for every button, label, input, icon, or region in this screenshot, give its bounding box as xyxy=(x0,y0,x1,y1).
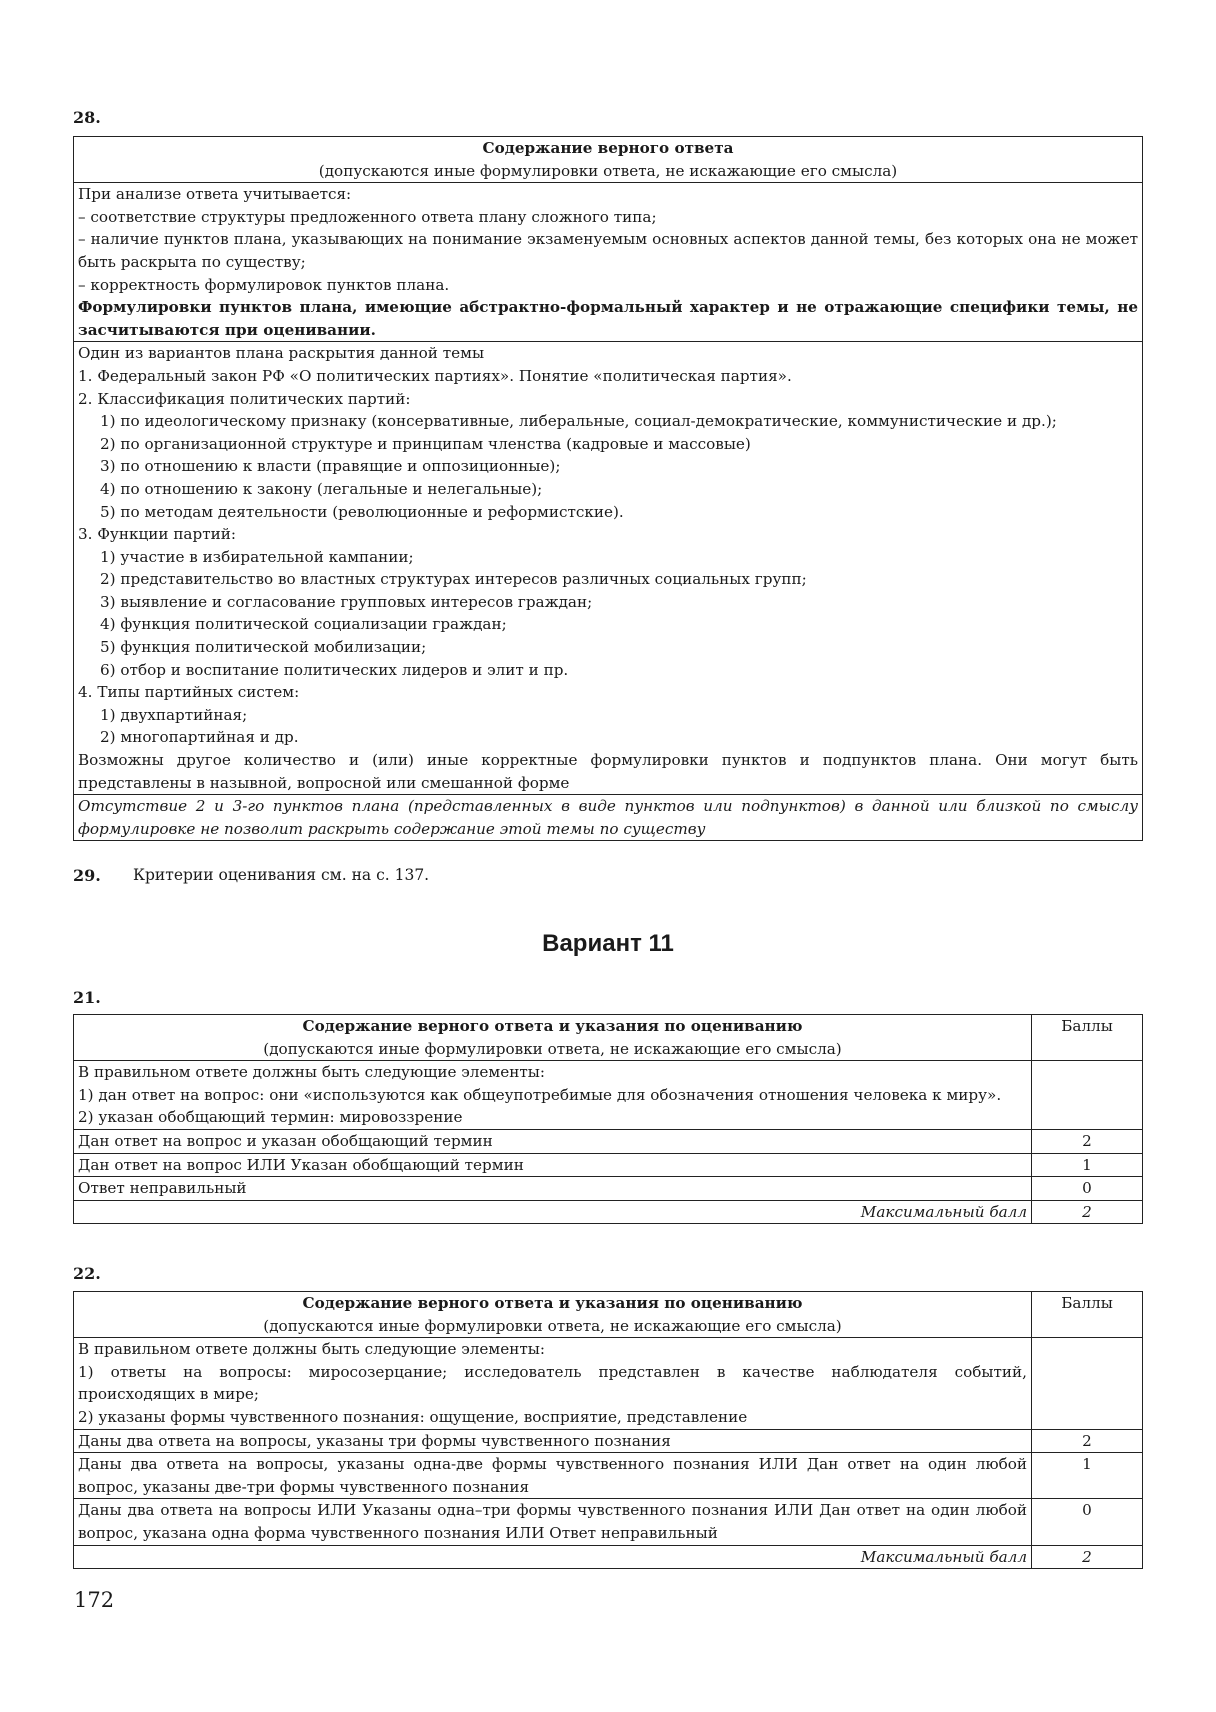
q21-score-row xyxy=(74,1153,1143,1177)
plan-subpoint: 5) функция политической мобилизации; xyxy=(100,638,427,657)
criteria-bold-note: Формулировки пунктов плана, имеющие абстрактно-формальный характер и не отражающие специфики темы, не засчитываются при оценивании. xyxy=(78,298,1138,339)
page-number: 172 xyxy=(74,1588,115,1612)
plan-intro: Один из вариантов плана раскрытия данной темы xyxy=(78,344,485,363)
answer-item: 2) указан обобщающий термин: мировоззрение xyxy=(78,1108,463,1127)
q28-table xyxy=(73,136,1143,841)
score-points: 1 xyxy=(1032,1153,1143,1177)
q28-note-row xyxy=(74,795,1143,841)
q21-score-row xyxy=(74,1129,1143,1153)
q22-max-row xyxy=(74,1545,1143,1569)
q21-score-row xyxy=(74,1177,1143,1201)
q28-criteria-row xyxy=(74,183,1143,342)
max-score-label: Максимальный балл xyxy=(74,1545,1032,1569)
criteria-intro: При анализе ответа учитывается: xyxy=(78,185,352,204)
plan-point-3: 3. Функции партий: xyxy=(78,525,236,544)
q22-answer-row xyxy=(74,1338,1143,1429)
q29-text: Критерии оценивания см. на с. 137. xyxy=(133,866,430,884)
variant-title: Вариант 11 xyxy=(542,930,674,957)
criteria-item: – корректность формулировок пунктов плана. xyxy=(78,275,450,294)
q22-score-row xyxy=(74,1499,1143,1545)
q28-italic-note: Отсутствие 2 и 3-го пунктов плана (представленных в виде пунктов или подпунктов) в данной или близкой по смыслу формулировке не позволит раскрыть содержание этой темы по существу xyxy=(74,795,1143,841)
plan-subpoint: 4) по отношению к закону (легальные и нелегальные); xyxy=(100,479,543,498)
q22-score-row xyxy=(74,1453,1143,1499)
plan-subpoint: 2) многопартийная и др. xyxy=(100,728,299,747)
score-points: 2 xyxy=(1032,1429,1143,1453)
q22-answer-points xyxy=(1032,1338,1143,1429)
q22-points-header: Баллы xyxy=(1032,1292,1143,1338)
max-score-points: 2 xyxy=(1032,1200,1143,1224)
plan-subpoint: 1) участие в избирательной кампании; xyxy=(100,547,414,566)
criteria-item: – соответствие структуры предложенного ответа плану сложного типа; xyxy=(78,207,657,226)
plan-point-1: 1. Федеральный закон РФ «О политических партиях». Понятие «политическая партия». xyxy=(78,366,792,385)
plan-subpoint: 2) представительство во властных структурах интересов различных социальных групп; xyxy=(100,570,807,589)
plan-subpoint: 2) по организационной структуре и принципам членства (кадровые и массовые) xyxy=(100,434,751,453)
plan-point-2: 2. Классификация политических партий: xyxy=(78,389,411,408)
score-criterion: Даны два ответа на вопросы ИЛИ Указаны одна–три формы чувственного познания ИЛИ Дан ответ на один любой вопрос, указана одна форма чувственного познания ИЛИ Ответ неправильный xyxy=(74,1499,1032,1545)
score-criterion: Даны два ответа на вопросы, указаны одна-две формы чувственного познания ИЛИ Дан ответ на один любой вопрос, указаны две-три формы чувственного познания xyxy=(74,1453,1032,1499)
score-criterion: Даны два ответа на вопросы, указаны три формы чувственного познания xyxy=(74,1429,1032,1453)
plan-subpoint: 4) функция политической социализации граждан; xyxy=(100,615,507,634)
plan-subpoint: 5) по методам деятельности (революционные и реформистские). xyxy=(100,502,624,521)
question-number-21: 21. xyxy=(73,988,101,1007)
q21-table xyxy=(73,1014,1143,1224)
q28-header-row xyxy=(74,137,1143,183)
q22-header-title: Содержание верного ответа и указания по оцениванию xyxy=(302,1294,803,1312)
plan-point-4: 4. Типы партийных систем: xyxy=(78,683,300,702)
score-points: 2 xyxy=(1032,1129,1143,1153)
q22-score-row xyxy=(74,1429,1143,1453)
score-criterion: Дан ответ на вопрос и указан обобщающий термин xyxy=(74,1129,1032,1153)
plan-subpoint: 6) отбор и воспитание политических лидеров и элит и пр. xyxy=(100,660,569,679)
answer-item: 1) дан ответ на вопрос: они «используются как общеупотребимые для обозначения отношения человека к миру». xyxy=(78,1085,1002,1104)
q28-header-subtitle: (допускаются иные формулировки ответа, не искажающие его смысла) xyxy=(318,161,898,180)
q21-header-row xyxy=(74,1015,1143,1061)
q21-answer-points xyxy=(1032,1061,1143,1130)
q28-header xyxy=(74,137,1143,183)
score-points: 0 xyxy=(1032,1499,1143,1545)
plan-subpoint: 3) выявление и согласование групповых интересов граждан; xyxy=(100,592,593,611)
q28-criteria xyxy=(74,183,1143,342)
plan-subpoint: 1) двухпартийная; xyxy=(100,705,248,724)
score-criterion: Дан ответ на вопрос ИЛИ Указан обобщающий термин xyxy=(74,1153,1032,1177)
q22-header xyxy=(74,1292,1032,1338)
q22-table xyxy=(73,1291,1143,1569)
plan-subpoint: 3) по отношению к власти (правящие и оппозиционные); xyxy=(100,457,561,476)
question-number-22: 22. xyxy=(73,1264,101,1283)
max-score-points: 2 xyxy=(1032,1545,1143,1569)
answer-item: 2) указаны формы чувственного познания: ощущение, восприятие, представление xyxy=(78,1407,748,1426)
q21-points-header: Баллы xyxy=(1032,1015,1143,1061)
q22-answer xyxy=(74,1338,1032,1429)
question-number-29: 29. xyxy=(73,866,101,885)
answer-intro: В правильном ответе должны быть следующие элементы: xyxy=(78,1340,545,1359)
score-points: 0 xyxy=(1032,1177,1143,1201)
q21-header xyxy=(74,1015,1032,1061)
q28-plan xyxy=(74,342,1143,795)
q21-header-title: Содержание верного ответа и указания по оцениванию xyxy=(302,1017,803,1035)
score-criterion: Ответ неправильный xyxy=(74,1177,1032,1201)
criteria-item: – наличие пунктов плана, указывающих на понимание экзаменуемым основных аспектов данной темы, без которых она не может быть раскрыта по существу; xyxy=(78,230,1138,271)
plan-closing: Возможны другое количество и (или) иные корректные формулировки пунктов и подпунктов плана. Они могут быть представлены в назывной, вопросной или смешанной форме xyxy=(78,751,1138,792)
answer-intro: В правильном ответе должны быть следующие элементы: xyxy=(78,1063,545,1082)
q22-header-subtitle: (допускаются иные формулировки ответа, не искажающие его смысла) xyxy=(263,1316,842,1335)
q21-answer xyxy=(74,1061,1032,1130)
q21-max-row xyxy=(74,1200,1143,1224)
q22-header-row xyxy=(74,1292,1143,1338)
q21-header-subtitle: (допускаются иные формулировки ответа, не искажающие его смысла) xyxy=(263,1039,842,1058)
score-points: 1 xyxy=(1032,1453,1143,1499)
question-number-28: 28. xyxy=(73,108,101,127)
answer-item: 1) ответы на вопросы: миросозерцание; исследователь представлен в качестве наблюдателя событий, происходящих в мире; xyxy=(78,1362,1027,1404)
q21-answer-row xyxy=(74,1061,1143,1130)
q28-header-title: Содержание верного ответа xyxy=(482,139,734,157)
plan-subpoint: 1) по идеологическому признаку (консервативные, либеральные, социал-демократические, коммунистические и др.); xyxy=(100,412,1057,431)
max-score-label: Максимальный балл xyxy=(74,1200,1032,1224)
q28-plan-row xyxy=(74,342,1143,795)
